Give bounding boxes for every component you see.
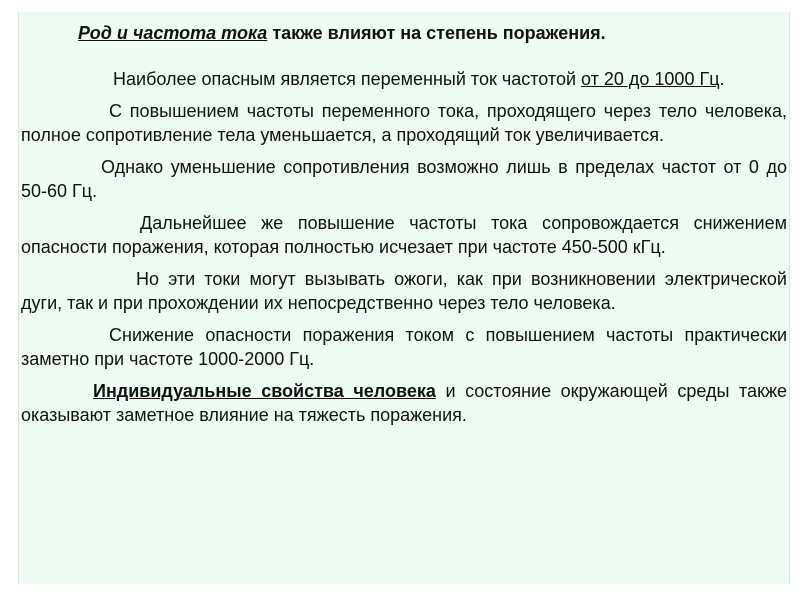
paragraph-2: С повышением частоты переменного тока, проходящего через тело человека, полное сопротивление тела уменьшается, а проходящий ток увеличивается. — [21, 101, 787, 145]
paragraph-1-after: . — [719, 68, 725, 89]
paragraph-4: Дальнейшее же повышение частоты тока сопровождается снижением опасности поражения, которая полностью исчезает при частоте 450-500 кГц. — [21, 213, 787, 257]
paragraph-7-emphasis: Индивидуальные свойства человека — [93, 381, 436, 401]
paragraph-7 — [21, 380, 787, 427]
title-emphasis: Род и частота тока — [78, 23, 268, 43]
text-block — [19, 12, 787, 436]
paragraph-6: Снижение опасности поражения током с повышением частоты практически заметно при частоте 1000-2000 Гц. — [21, 325, 787, 369]
slide — [18, 12, 790, 584]
frequency-range-underlined: от 20 до 1000 Гц — [581, 68, 720, 89]
paragraph-5: Но эти токи могут вызывать ожоги, как при возникновении электрической дуги, так и при прохождении их непосредственно через тело человека. — [21, 269, 787, 313]
paragraph-1 — [21, 68, 787, 92]
paragraph-3: Однако уменьшение сопротивления возможно лишь в пределах частот от 0 до 50-60 Гц. — [21, 157, 787, 201]
title-rest: также влияют на степень поражения. — [267, 23, 606, 43]
paragraph-7-rest: и состояние окружающей среды также оказывают заметное влияние на тяжесть поражения. — [21, 381, 787, 425]
paragraph-1-before: Наиболее опасным является переменный ток частотой — [113, 68, 582, 89]
slide-title — [21, 22, 787, 46]
